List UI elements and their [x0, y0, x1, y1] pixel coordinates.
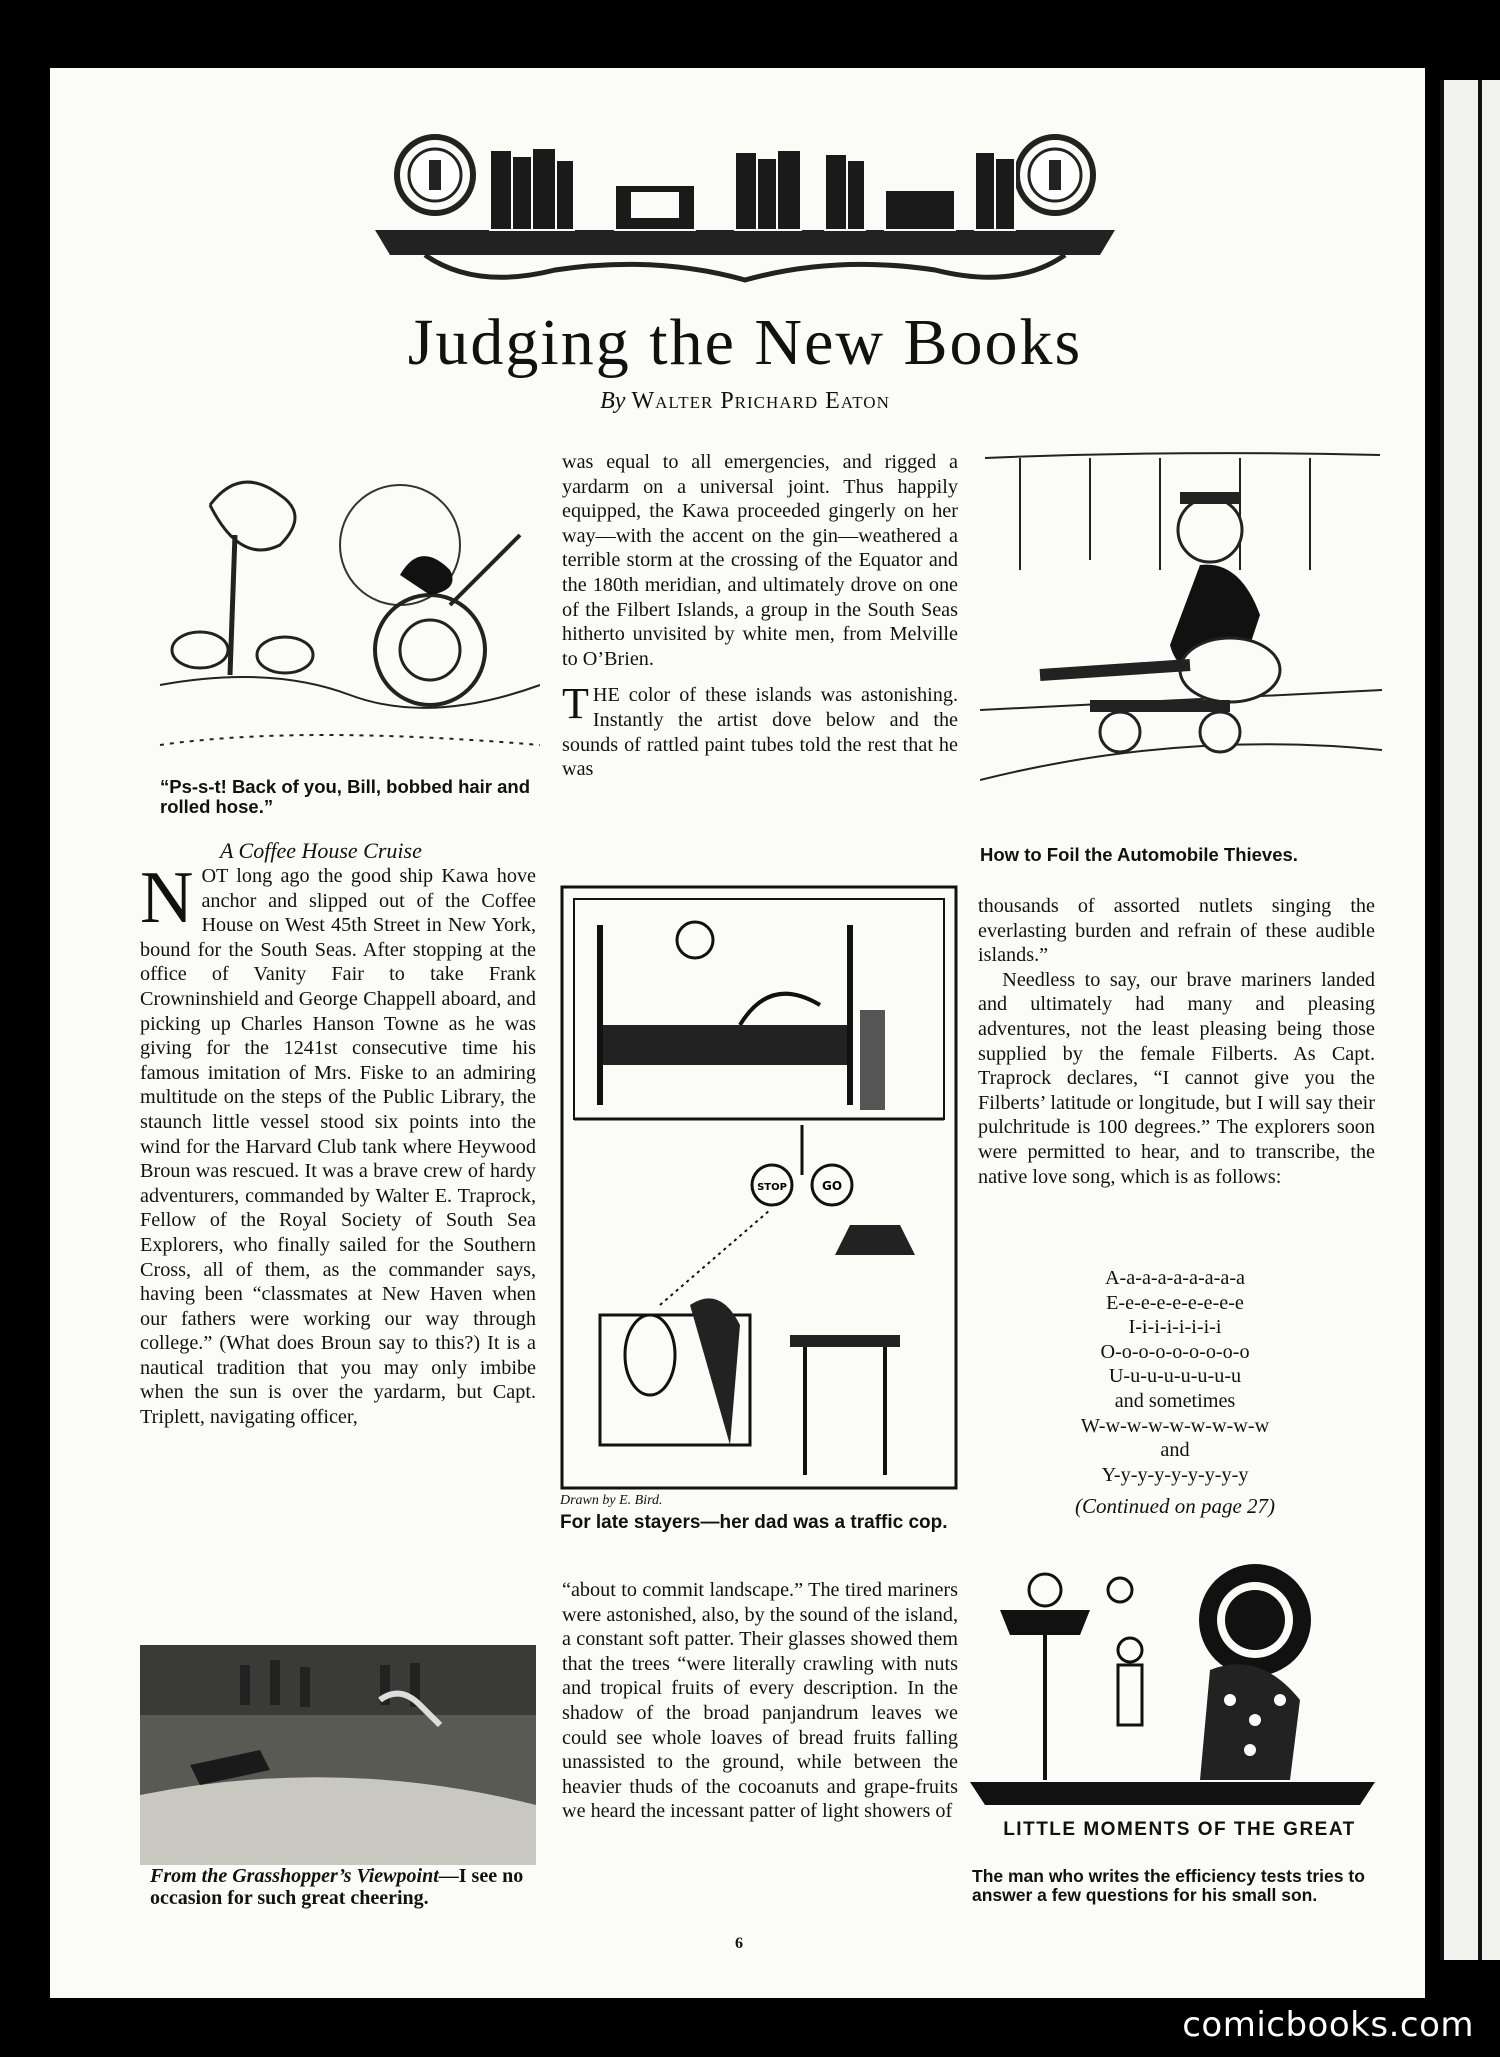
grasshopper-caption-text: —I see no occasion for such great cheering.	[150, 1865, 524, 1909]
song-line: and sometimes	[1114, 1389, 1236, 1412]
continued-note: (Continued on page 27)	[1074, 1494, 1276, 1518]
grasshopper-caption-title: From the Grasshopper’s Viewpoint	[150, 1865, 439, 1887]
little-moments-caption: The man who writes the efficiency tests tries to answer a few questions for his small son.	[972, 1866, 1365, 1905]
song-line: A-a-a-a-a-a-a-a-a	[1104, 1267, 1246, 1289]
section-subhead: A Coffee House Cruise	[220, 838, 422, 863]
automobile-thieves-cartoon	[980, 450, 1382, 830]
column-2-paragraph-1: was equal to all emergencies, and rigged a yardarm on a universal joint. Thus happily equipped, the Kawa proceeded gingerly on her way—with the accent on the gin—weathered a terrible storm at the crossing of the Equator and the 180th meridian, and ultimately drove on one of the Filbert Islands, a group in the South Seas hitherto unvisited by white men, from Melville to O’Brien.	[562, 451, 958, 670]
stop-sign-text: STOP	[757, 1182, 787, 1193]
traffic-cop-cartoon	[560, 885, 958, 1490]
song-line: and	[1160, 1439, 1190, 1462]
grasshopper-photo	[140, 1645, 536, 1865]
byline	[340, 388, 1150, 415]
article-title: Judging the New Books	[407, 306, 1083, 379]
go-sign-text: GO	[821, 1179, 843, 1193]
column-1-paragraph: OT long ago the good ship Kawa hove anchor and slipped out of the Coffee House on West 45th Street in New York, bound for the South Seas. After stopping at the office of Vanity Fair to take Frank Crowninshield and George Chappell aboard, and picking up Charles Hanson Towne as he was giving for the 1241st consecutive time his famous imitation of Mrs. Fiske to an admiring multitude on the steps of the Public Library, the staunch little vessel stood six points into the wind for the Harvard Club tank where Heywood Broun was rescued. It was a brave crew of hardy adventurers, commanded by Walter E. Traprock, Fellow of the Royal Society of South Sea Explorers, who finally sailed for the Southern Cross, all of them, as the commander says, having been “classmates at New Haven when our fathers were working our way through college.” (What does Broun say to this?) It is a nautical tradition that you may only imbibe when the sun is over the yardarm, but Capt. Triplett, navigating officer,	[140, 865, 536, 1429]
drop-cap-t: T	[562, 679, 589, 729]
song-line: E-e-e-e-e-e-e-e-e	[1106, 1291, 1244, 1314]
native-love-song	[1040, 1266, 1310, 1487]
column-2-text-bottom	[562, 1578, 958, 1824]
song-line: U-u-u-u-u-u-u-u	[1108, 1365, 1242, 1388]
bobbed-hair-cartoon	[150, 445, 540, 775]
drop-cap-n: N	[140, 857, 194, 939]
next-page-edge	[1440, 80, 1500, 1960]
column-1-text	[140, 857, 536, 1430]
column-3-text	[978, 894, 1375, 1189]
column-2-paragraph-2: HE color of these islands was astonishing. Instantly the artist dove below and the sounds of rattled paint tubes told the rest that he was	[562, 684, 958, 781]
byline-author: Walter Prichard Eaton	[631, 388, 890, 414]
little-moments-cartoon	[970, 1560, 1375, 1810]
bookshelf-header-illustration	[355, 130, 1135, 290]
song-line: I-i-i-i-i-i-i-i	[1128, 1316, 1222, 1339]
song-line: W-w-w-w-w-w-w-w-w	[1080, 1414, 1270, 1437]
column-3-paragraph-2: Needless to say, our brave mariners landed and ultimately had many and pleasing adventures, not the least pleasing being those supplied by the female Filberts. As Capt. Traprock declares, “I cannot give you the Filberts’ latitude or longitude, but I will say their pulchritude is 100 degrees.” The explorers soon were permitted to hear, and to transcribe, the native love song, which is as follows:	[978, 968, 1375, 1188]
automobile-thieves-caption: How to Foil the Automobile Thieves.	[980, 844, 1298, 865]
site-watermark: comicbooks.com	[1182, 2005, 1474, 2045]
illustrator-credit: Drawn by E. Bird.	[560, 1493, 663, 1508]
column-3-paragraph-1: thousands of assorted nutlets singing the everlasting burden and refrain of these audible islands.”	[978, 895, 1375, 967]
page-number: 6	[735, 1935, 743, 1952]
little-moments-heading: LITTLE MOMENTS OF THE GREAT	[1003, 1819, 1356, 1840]
column-2-paragraph-3: “about to commit landscape.” The tired mariners were astonished, also, by the sound of the island, a constant soft patter. Their glasses showed them that the trees “were literally crawling with nuts and tropical fruits of every description. In the shadow of the broad panjandrum leaves we could see whole loaves of bread fruits falling unassisted to the ground, while between the heavier thuds of the cocoanuts and grape-fruits we heard the incessant patter of light showers of	[562, 1579, 958, 1823]
column-2-text-top	[562, 450, 958, 782]
traffic-cop-caption: For late stayers—her dad was a traffic cop.	[560, 1512, 948, 1533]
byline-by: By	[600, 388, 626, 414]
cartoon-caption-bobbed-hair: “Ps-s-t! Back of you, Bill, bobbed hair and rolled hose.”	[160, 776, 531, 817]
song-line: Y-y-y-y-y-y-y-y-y	[1101, 1463, 1249, 1486]
song-line: O-o-o-o-o-o-o-o-o	[1100, 1340, 1250, 1363]
grasshopper-caption	[150, 1865, 535, 1909]
